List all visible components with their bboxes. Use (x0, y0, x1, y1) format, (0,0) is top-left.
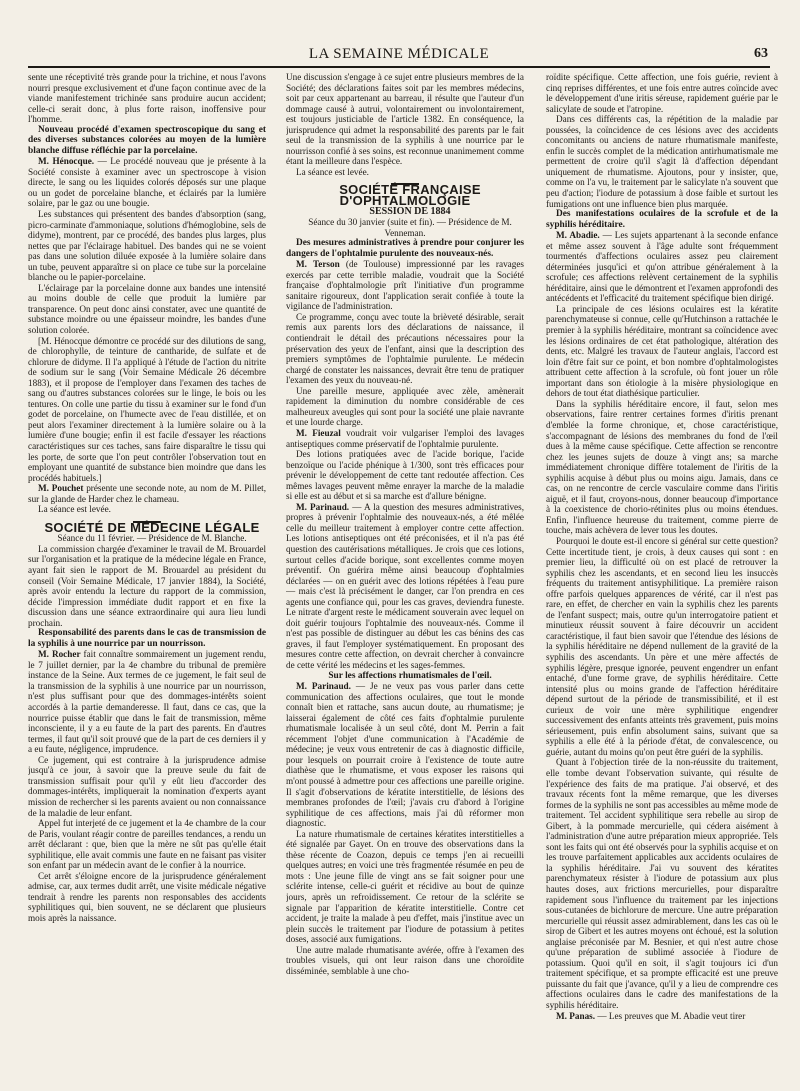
column-3 (546, 72, 778, 1083)
paragraph: [M. Hénocque démontre ce procédé sur des dilutions de sang, de chlorophylle, de teinture de cantharide, de sulfate et de chlorure de didyme. Il l'a appliqué à l'étude de l'action du nitrite de sodium sur le sang (Voir Semaine Médicale 26 décembre 1883), et il propose de l'employer dans l'examen des taches de sang ou d'autres substances colorées sur le linge, le bois ou les tentures. On colle une partie du tissu à examiner sur le fond d'un godet de porcelaine, on l'humecte avec de l'eau distillée, et on peut alors l'examiner directement à la lumière solaire ou à la lumière d'une bougie; enfin il est facile d'essayer les réactions caractéristiques sur ces taches, sans faire disparaître le tissu qui les porte, de sorte que l'on peut contrôler l'observation tout en employant une quantité de substance bien moindre que dans les procédés habituels.] (28, 335, 266, 483)
paragraph (546, 1011, 778, 1022)
paragraph (286, 681, 524, 829)
paragraph (286, 259, 524, 312)
paragraph: Quant à l'objection tirée de la non-réussite du traitement, elle tombe devant l'observation suivante, qui résulte de l'expérience des faits de ma pratique. J'ai observé, et des travaux récents font la même remarque, que les diverses formes de la syphilis ne sont pas accessibles au même mode de traitement. Tel accident syphilitique sera rebelle au sirop de Gibert, à la pommade mercurielle, qui cédera aisément à l'administration d'une autre préparation mieux appropriée. Tels sont les faits qui ont été observés pour la syphilis acquise et on les trouve parfaitement applicables aux accidents oculaires de la syphilis héréditaire. J'ai vu souvent des kératites parenchymateux résister à l'iodure de potassium aux plus hautes doses, aux frictions mercurielles, pour disparaître rapidement sous l'influence du traitement par les injections sous-cutanées de bichlorure de mercure. Une autre préparation mercurielle qui réussit assez admirablement, dans les cas où le sirop de Gibert et les autres moyens ont échoué, est la solution anglaise préconisée par M. Besnier, et qui n'est autre chose qu'une préparation de sublimé associée à l'iodure de potassium. Quoi qu'il en soit, il s'agit toujours ici d'un traitement spécifique, et sa prompte efficacité est une preuve puissante du fait que j'avance, qu'il y a lieu de comprendre ces affections oculaires dans le cadre des manifestations de la syphilis héréditaire. (546, 757, 778, 1011)
paragraph-text: — Je ne veux pas vous parler dans cette communication des affections oculaires, que tout le monde connaît bien et rattache, sans aucun doute, au rhumatisme; je laisserai également de côté ces faits d'ophtalmie purulente rhumatismale localisée à un seul côté, dont M. Perrin a fait récemment l'objet d'une communication à l'Académie de médecine; je veux vous entretenir de cas à diagnostic difficile, pour lesquels on pourrait croire à l'existence de toute autre diathèse que le rhumatisme, et vous exposer les raisons qui m'ont poussé à admettre pour ces affections une pareille origine. Il s'agit d'observations de kératite interstitielle, de lésions des membranes profondes de l'œil; j'avais cru d'abord à l'origine syphilitique de ces affections, mais j'ai dû réformer mon diagnostic. (286, 681, 524, 829)
speaker-name: M. Parinaud. (296, 501, 350, 512)
society-title: SOCIÉTÉ FRANÇAISE D'OPHTALMOLOGIE (339, 182, 481, 209)
session-meta: Séance du 11 février. — Présidence de M. Blanche. (57, 533, 247, 544)
paragraph (546, 230, 778, 304)
speaker-name: M. Pouchet (38, 483, 84, 494)
paragraph (28, 483, 266, 504)
society-title: SOCIÉTÉ DE MÉDECINE LÉGALE (44, 519, 260, 535)
paragraph: La séance est levée. (296, 166, 369, 177)
journal-title: LA SEMAINE MÉDICALE (308, 46, 490, 62)
paragraph-text: fait connaître sommairement un jugement rendu, le 7 juillet dernier, par la 4e chambre du tribunal de première instance de la Seine. Aux termes de ce jugement, le fait seul de la transmission de la syphilis à une nourrice par un nourrisson, n'est plus suffisant pour que des dommages-intérêts soient accordés à la partie demanderesse. Il faut, dans ce cas, que la nourrice puisse établir que dans le fait de transmission, même inconsciente, il y a eu faute de la part des parents. En d'autres termes, il faut qu'il soit prouvé que de la part de ces derniers il y a eu faute, négligence, imprudence. (28, 649, 266, 755)
paragraph-text: présente une seconde note, au nom de M. Pillet, sur la glande de Harder chez le chameau. (28, 483, 266, 504)
article-heading: Nouveau procédé d'examen spectroscopique du sang et des diverses substances colorées au moyen de la lumière blanche diffuse réfléchie par la porcelaine. (28, 124, 266, 156)
speaker-name: M. Rocher (38, 649, 81, 660)
speaker-name: M. Terson (296, 259, 340, 270)
paragraph-text: — Les preuves que M. Abadie veut tirer (597, 1010, 746, 1021)
paragraph (286, 502, 524, 671)
speaker-name: M. Fieuzal (296, 427, 341, 438)
running-header (28, 42, 770, 68)
paragraph: La nature rhumatismale de certaines kératites interstitielles a été signalée par Gayet. On en trouve des observations dans la thèse récente de Coazon, depuis ce temps j'en ai recueilli quelques autres; en voici une très fragmentée résumée en peu de mots : Une jeune fille de vingt ans se fait soigner pour une sclérite intense, celle-ci guérit et récidive au bout de quinze jours, après un refroidissement. Ce retour de la sclérite se signale par l'apparition de kératite interstitielle. Contre cet accident, je traite la malade à peu d'effet, mais j'institue avec un plein succès le traitement par l'iodure de potassium à petites doses, associé aux fumigations. (286, 828, 524, 945)
article-heading: Sur les affections rhumatismales de l'œil. (328, 670, 492, 681)
session-meta: Séance du 30 janvier (suite et fin). — Présidence de M. Venneman. (308, 217, 512, 238)
paragraph: Cet arrêt s'éloigne encore de la jurisprudence généralement admise, car, aux termes dudit arrêt, une visite médicale négative tendrait à rendre les parents non responsables des accidents syphilitiques qui, bien souvent, ne se déclarent que plusieurs mois après la naissance. (28, 870, 266, 923)
column-1 (28, 72, 266, 1083)
paragraph: La séance est levée. (38, 504, 111, 515)
paragraph (28, 649, 266, 754)
paragraph-text: — Les sujets appartenant à la seconde enfance et même assez souvent à l'âge adulte sont fréquemment tourmentés d'affections oculaires assez peu clairement déterminées jusqu'ici et qu'on attribue généralement à la scrofule; ces affections relèvent certainement de la syphilis héréditaire, ainsi que le démontrent et l'examen approfondi des antécédents et l'efficacité du traitement spécifique bien dirigé. (546, 230, 778, 304)
session-title: SESSION DE 1884 (369, 205, 451, 217)
speaker-name: M. Parinaud. (296, 681, 351, 692)
paragraph: Une discussion s'engage à ce sujet entre plusieurs membres de la Société; des déclarations faites soit par les membres médecins, soit par ceux appartenant au barreau, il résulte que l'auteur d'un dommage causé à autrui, volontairement ou involontairement, est toujours justiciable de l'article 1382. En conséquence, la jurisprudence qui admet la responsabilité des parents par le fait seul de la transmission de la syphilis à une nourrice par le nourrisson confié à ses soins, est reconnue unanimement comme étant la meilleure dans l'espèce. (286, 72, 524, 167)
column-2 (286, 72, 524, 1083)
paragraph: Dans la syphilis héréditaire encore, il faut, selon mes observations, faire rentrer certaines formes d'iritis prenant d'emblée la forme chronique, et, chose caractéristique, s'accompagnant de lésions des membranes du fond de l'œil dues à la même cause spécifique. Cette affection se rencontre chez les jeunes sujets de douze à vingt ans; sa marche immédiatement chronique diffère totalement de l'iritis de la syphilis acquise à début plus ou moins aigu. Jamais, dans ce cas, on ne rencontre de cercle vasculaire comme dans l'iritis aiguë, et il faut, croyons-nous, donner beaucoup d'importance à la coexistence de chorio-rétinites plus ou moins étendues. Enfin, l'influence heureuse du traitement, comme pierre de touche, mais achèvera de lever tous les doutes. (546, 398, 778, 536)
speaker-name: M. Abadie. (556, 230, 600, 241)
paragraph: Ce programme, conçu avec toute la brièveté désirable, serait remis aux parents lors des déclarations de naissance, il contiendrait le détail des précautions nécessaires pour la préservation des yeux de l'enfant, ainsi que la description des premiers symptômes de l'ophtalmie purulente. Le médecin chargé de constater les naissances, devrait être tenu de pratiquer l'examen des yeux du nouveau-né. (286, 311, 524, 386)
article-heading: Responsabilité des parents dans le cas de transmission de la syphilis à une nourrice par un nourrisson. (28, 628, 266, 649)
paragraph: roïdite spécifique. Cette affection, une fois guérie, revient à cinq reprises différentes, et une fois entre autres coïncide avec le développement d'une iritis séreuse, rapidement guérie par le salicylate de soude et l'atropine. (546, 72, 778, 114)
paragraph: Des lotions pratiquées avec de l'acide borique, l'acide benzoïque ou l'acide phénique à 1/300, sont très efficaces pour prévenir le développement de cette tant redoutée affection. Ces mêmes lavages peuvent même enrayer la marche de la maladie si elle est au début et si sa marche est d'allure bénigne. (286, 449, 524, 502)
paragraph: L'éclairage par la porcelaine donne aux bandes une intensité au moins double de celle que produit la lumière par transparence. On peut donc ainsi constater, avec une quantité de substance moindre ou une épaisseur moindre, les bandes d'une solution colorée. (28, 282, 266, 335)
paragraph-text: — Le procédé nouveau que je présente à la Société consiste à examiner avec un spectroscope à vision directe, le sang ou les liquides colorés déposés sur une plaque ou un godet de porcelaine blanche, et éclairés par la lumière solaire, par le gaz ou une bougie. (28, 156, 266, 209)
paragraph: La commission chargée d'examiner le travail de M. Brouardel sur l'organisation et la pratique de la médecine légale en France, ayant fait sien le rapport de M. Brouardel au président du conseil (Voir Semaine Médicale, 17 janvier 1884), la Société, après avoir entendu la lecture du rapport de la commission, décide l'impression immédiate dudit rapport et en fixe la discussion dans une séance extraordinaire qui aura lieu lundi prochain. (28, 543, 266, 628)
paragraph: Une pareille mesure, appliquée avec zèle, amènerait rapidement la diminution du nombre considérable de ces malheureux aveugles qui sont pour la société une plaie navrante et une lourde charge. (286, 385, 524, 428)
paragraph-text: voudrait voir vulgariser l'emploi des lavages antiseptiques comme préservatif de l'ophtalmie purulente. (286, 427, 524, 449)
paragraph-text: (de Toulouse) impressionné par les ravages exercés par cette terrible maladie, voudrait que la Société française d'ophtalmologie prît l'initiative d'un programme sanitaire rigoureux, dont l'application serait confiée à toute la vigilance de l'administration. (286, 259, 524, 312)
paragraph: Une autre malade rhumatisante avérée, offre à l'examen des troubles visuels, qui ont leur raison dans une choroïdite disséminée, semblable à une cho- (286, 944, 524, 976)
paragraph: Les substances qui présentent des bandes d'absorption (sang, picro-carminate d'ammoniaque, solutions d'hémoglobine, sels de didyme), montrent, par ce procédé, des bandes plus larges, plus nettes que par l'éclairage habituel. Des bandes qui ne se voient pas dans une solution diluée exposée à la lumière solaire dans un tube, peuvent apparaître si on place ce tube sur la porcelaine blanche ou le papier-porcelaine. (28, 208, 266, 283)
paragraph: sente une réceptivité très grande pour la trichine, et nous l'avons nourri presque exclusivement et d'une façon continue avec de la viande manifestement trichinée sans produire aucun accident; celle-ci serait donc, à plus forte raison, inoffensive pour l'homme. (28, 72, 266, 125)
paragraph (28, 156, 266, 209)
article-heading: Des manifestations oculaires de la scrofule et de la syphilis héréditaire. (546, 209, 778, 230)
paragraph: Ce jugement, qui est contraire à la jurisprudence admise jusqu'à ce jour, à savoir que la preuve seule du fait de transmission suffisait pour qu'il y eût lieu d'accorder des dommages-intérêts, impliquerait la nomination d'experts ayant mission de rechercher si les parents avaient ou non connaissance de la maladie de leur enfant. (28, 754, 266, 818)
page-number: 63 (754, 46, 768, 61)
article-heading: Des mesures administratives à prendre pour conjurer les dangers de l'ophtalmie purulente des nouveaux-nés. (286, 238, 524, 259)
paragraph: Pourquoi le doute est-il encore si général sur cette question? Cette incertitude tient, je crois, à deux causes qui sont : en premier lieu, la difficulté où on est placé de retrouver la syphilis chez les ascendants, et en second lieu les insuccès fréquents du traitement antisyphilitique. La première raison offre parfois quelques apparences de vérité, car il n'est pas rare, en effet, de chercher en vain la syphilis chez les parents de l'enfant suspect; mais, outre qu'un interrogatoire patient et minutieux réussit souvent à faire découvrir un accident caractéristique, il faut bien savoir que l'étendue des lésions de la syphilis héréditaire ne dépend nullement de la gravité de la syphilis des ascendants. Un père et une mère affectés de syphilis légère, presque ignorée, peuvent engendrer un enfant entaché, d'une forme grave, de syphilis héréditaire. Cette intensité plus ou moins grande de l'affection héréditaire dépend surtout de la période de transmissibilité, et il est curieux de voir une mère syphilitique engendrer successivement des enfants atteints très gravement, puis moins sérieusement, puis enfin absolument sains, suivant que sa syphilis a elle été à la période d'état, de convalescence, ou guérie, autant du moins qu'on peut être guéri de la syphilis. (546, 535, 778, 757)
paragraph: Dans ces différents cas, la répétition de la maladie par poussées, la coïncidence de ces lésions avec des accidents concomitants ou anciens de nature rhumatismale manifeste, enfin le succès complet de la médication antirhumatismale me permettent de croire qu'il s'agit là d'affection dépendant uniquement de rhumatisme. Ajoutons, pour y insister, que, comme on l'a vu, le traitement par le salicylate n'a souvent que peu d'action; l'iodure de potassium à dose faible et surtout les fumigations ont une influence bien plus marquée. (546, 114, 778, 209)
paragraph-text: — A la question des mesures administratives, propres à prévenir l'ophtalmie des nouveaux-nés, a été mêlée celle du meilleur traitement à employer contre cette affection. Les lotions antiseptiques ont été préconisées, et il n'a pas été question des cautérisations métalliques. Je crois que ces lotions, surtout celles d'acide borique, sont excellentes comme moyen préventif. On guérira même ainsi beaucoup d'ophtalmies déclarées — on en guérit avec des lotions répétées à l'eau pure — mais c'est là précisément le danger, car l'on prendra en ces agents une confiance qui, pour les cas graves, deviendra funeste. Le nitrate d'argent reste le médicament souverain avec lequel on doit guérir toujours l'ophtalmie des nouveaux-nés. Comme il n'est pas possible de distinguer au début les cas bénins des cas graves, il faut l'employer systématiquement. En proposant des mesures contre cette affection, on devrait chercher à convaincre de cette vérité les médecins et les sages-femmes. (286, 501, 524, 670)
speaker-name: M. Panas. (556, 1010, 596, 1021)
paragraph (286, 428, 524, 449)
paragraph: Appel fut interjeté de ce jugement et la 4e chambre de la cour de Paris, voulant réagir contre de pareilles tendances, a rendu un arrêt déclarant : que, bien que la mère ne sût pas qu'elle était syphilitique, elle avait commis une faute en ne faisant pas visiter son enfant par un médecin avant de le confier à la nourrice. (28, 818, 266, 871)
speaker-name: M. Hénocque. (38, 156, 95, 167)
paragraph: La principale de ces lésions oculaires est la kératite parenchymateuse si connue, celle qu'Hutchinson a rattachée le premier à la syphilis héréditaire, montrant sa coïncidence avec les lésions ordinaires de cet état pathologique, altération des dents, etc. Malgré les travaux de l'auteur anglais, l'accord est loin d'être fait sur ce point, et bon nombre d'ophtalmologistes attribuent cette affection à la scrofule, où font jouer un rôle important dans son étiologie à la misère physiologique en dehors de tout état diathésique particulier. (546, 303, 778, 399)
